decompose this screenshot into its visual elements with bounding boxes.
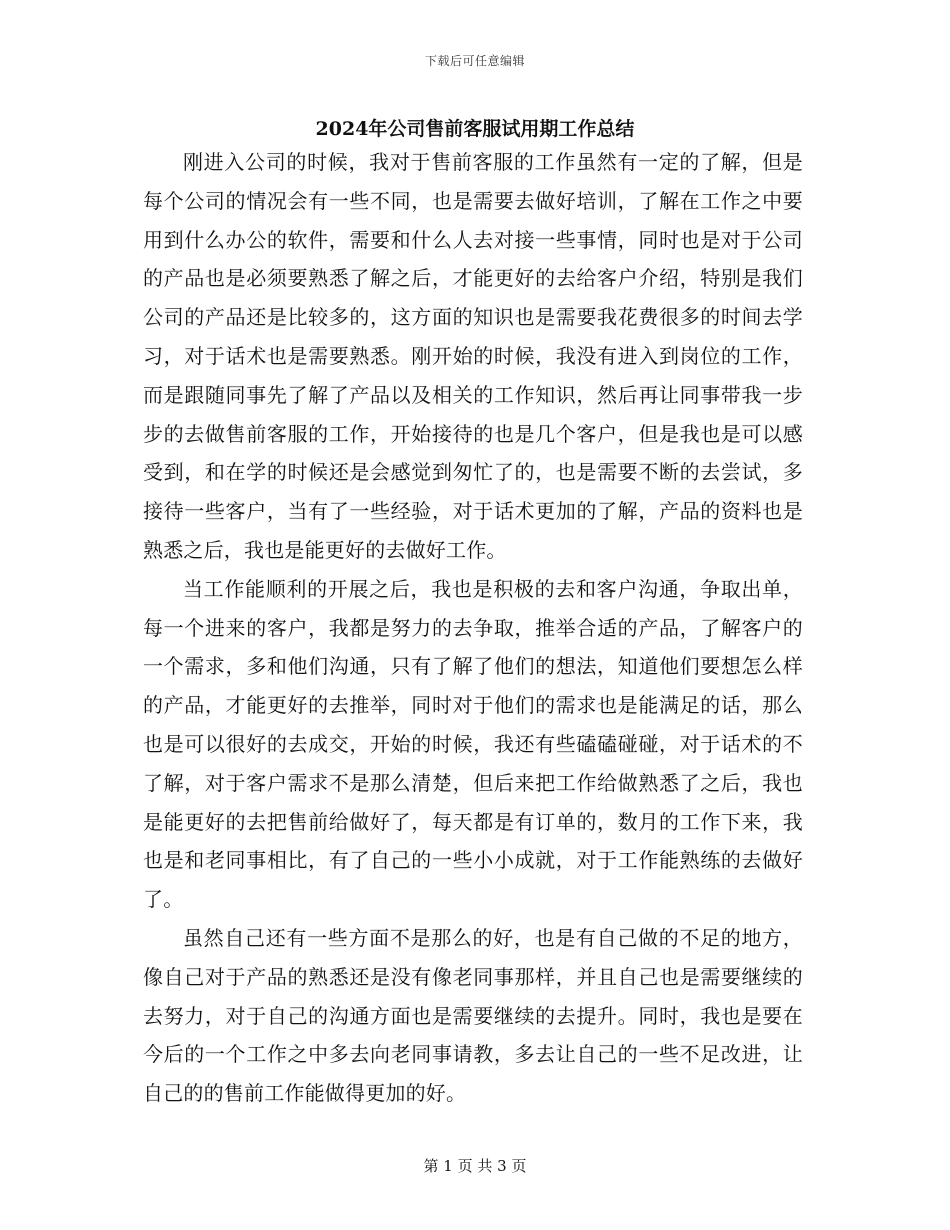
paragraph: 虽然自己还有一些方面不是那么的好，也是有自己做的不足的地方，像自己对于产品的熟悉还是没有像老同事那样，并且自己也是需要继续的去努力，对于自己的沟通方面也是需要继续的去提升。同时，我也是要在今后的一个工作之中多去向老同事请教，多去让自己的一些不足改进，让自己的的售前工作能做得更加的好。 xyxy=(143,925,803,1106)
document-title: 2024年公司售前客服试用期工作总结 xyxy=(315,118,635,140)
paragraph: 刚进入公司的时候，我对于售前客服的工作虽然有一定的了解，但是每个公司的情况会有一些不同，也是需要去做好培训，了解在工作之中要用到什么办公的软件，需要和什么人去对接一些事情，同时也是对于公司的产品也是必须要熟悉了解之后，才能更好的去给客户介绍，特别是我们公司的产品还是比较多的，这方面的知识也是需要我花费很多的时间去学习，对于话术也是需要熟悉。刚开始的时候，我没有进入到岗位的工作，而是跟随同事先了解了产品以及相关的工作知识，然后再让同事带我一步步的去做售前客服的工作，开始接待的也是几个客户，但是我也是可以感受到，和在学的时候还是会感觉到匆忙了的，也是需要不断的去尝试，多接待一些客户，当有了一些经验，对于话术更加的了解，产品的资料也是熟悉之后，我也是能更好的去做好工作。 xyxy=(143,150,803,562)
header-note: 下载后可任意编辑 xyxy=(424,54,525,68)
page-number: 第 1 页 共 3 页 xyxy=(423,1157,527,1175)
document-body xyxy=(143,143,803,1113)
paragraph: 当工作能顺利的开展之后，我也是积极的去和客户沟通，争取出单，每一个进来的客户，我都是努力的去争取，推举合适的产品，了解客户的一个需求，多和他们沟通，只有了解了他们的想法，知道他们要想怎么样的产品，才能更好的去推举，同时对于他们的需求也是能满足的话，那么也是可以很好的去成交，开始的时候，我还有些磕磕碰碰，对于话术的不了解，对于客户需求不是那么清楚，但后来把工作给做熟悉了之后，我也是能更好的去把售前给做好了，每天都是有订单的，数月的工作下来，我也是和老同事相比，有了自己的一些小小成就，对于工作能熟练的去做好了。 xyxy=(143,576,803,912)
